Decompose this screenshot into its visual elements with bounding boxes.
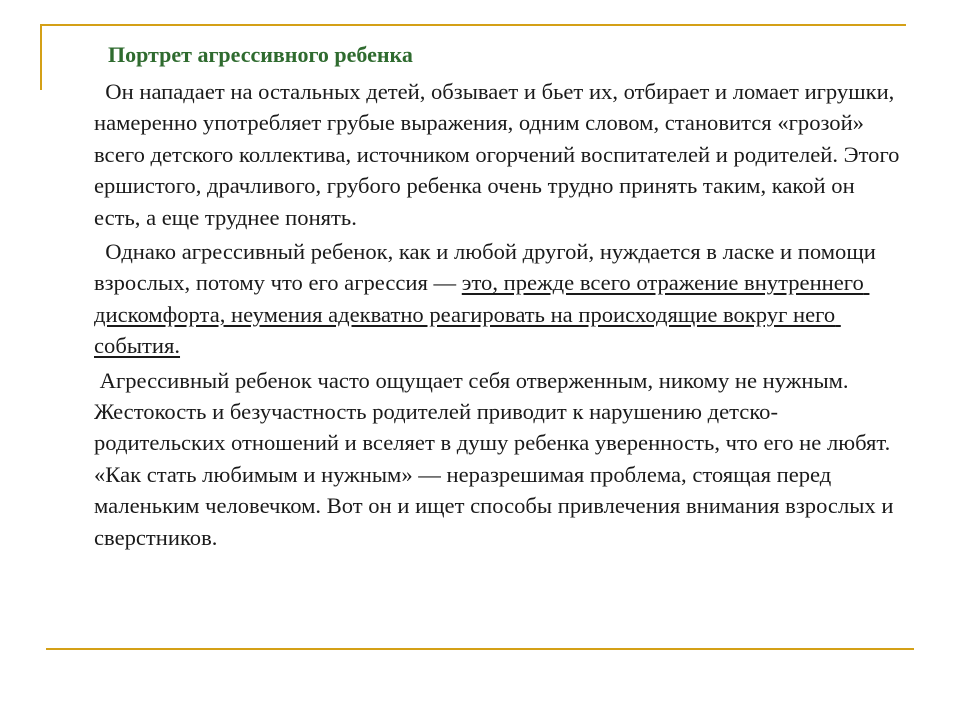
frame-top-line [40, 24, 906, 26]
slide-title: Портрет агрессивного ребенка [108, 42, 413, 67]
frame-bottom-line [46, 648, 914, 650]
paragraph-3 [94, 365, 904, 553]
frame-left-line [40, 24, 42, 90]
paragraph-2-text: Однако агрессивный ребенок, как и любой другой, нуждается в ласке и помощи взрослых, потому что его агрессия — [94, 239, 882, 296]
paragraph-1 [94, 76, 904, 233]
paragraph-2 [94, 236, 904, 362]
paragraph-3-text: Агрессивный ребенок часто ощущает себя отверженным, никому не нужным. Жестокость и безучастность родителей приводит к нарушению детско-родительских отношений и вселяет в душу ребенка уверенность, что его не любят. «Как стать любимым и нужным» — неразрешимая проблема, стоящая перед маленьким человечком. Вот он и ищет способы привлечения внимания взрослых и сверстников. [94, 367, 900, 550]
paragraph-1-text: Он нападает на остальных детей, обзывает и бьет их, отбирает и ломает игрушки, намеренно употребляет грубые выражения, одним словом, становится «грозой» всего детского коллектива, источником огорчений воспитателей и родителей. Этого ершистого, драчливого, грубого ребенка очень трудно принять таким, какой он есть, а еще труднее понять. [94, 79, 906, 230]
paragraph-2-underlined-text: это, прежде всего отражение внутреннего дискомфорта, неумения адекватно реагировать на происходящие вокруг него события. [94, 270, 870, 359]
slide-content [94, 40, 904, 556]
